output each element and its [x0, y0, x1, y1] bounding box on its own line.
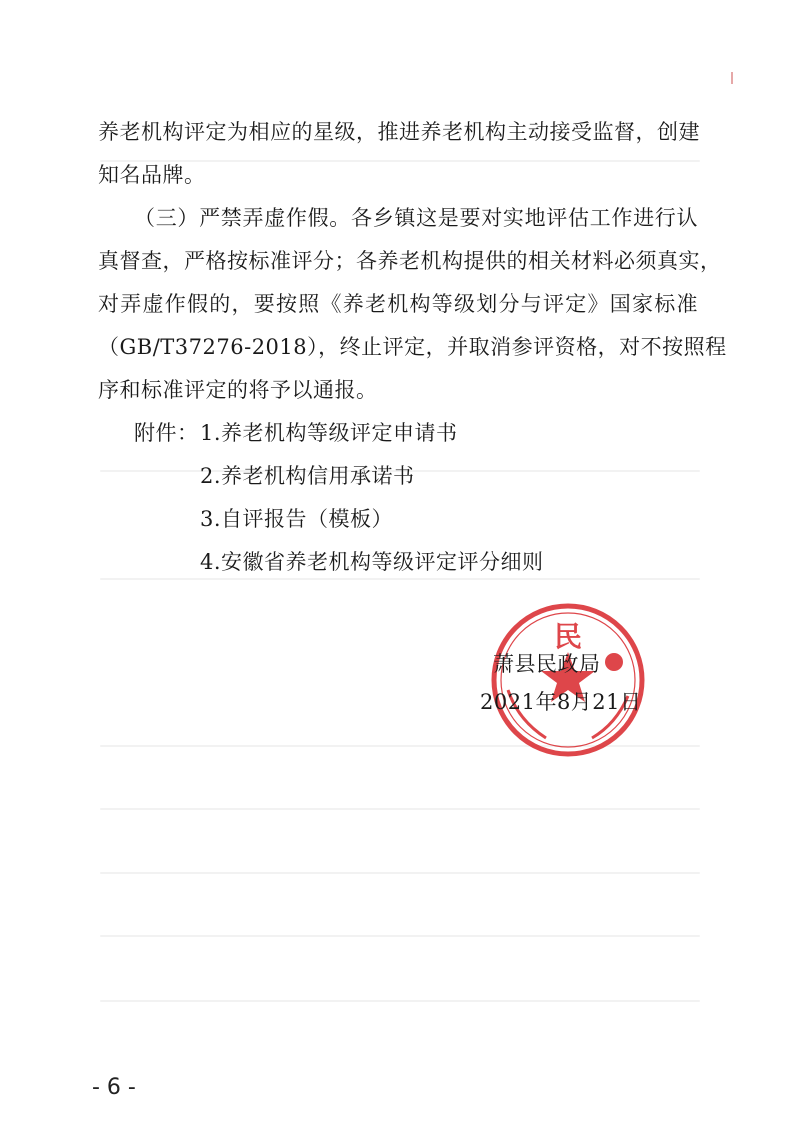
body-line: 养老机构评定为相应的星级，推进养老机构主动接受监督，创建: [98, 120, 700, 144]
body-line: 真督查，严格按标准评分；各养老机构提供的相关材料必须真实，: [98, 249, 722, 273]
issuing-organization: 萧县民政局: [493, 652, 601, 676]
issue-date: 2021年8月21日: [480, 690, 642, 714]
show-through-line: [100, 872, 700, 874]
seal-char: 民: [553, 620, 583, 653]
attachment-item: 1.养老机构等级评定申请书: [200, 421, 458, 445]
page-number: - 6 -: [92, 1075, 136, 1100]
edge-mark: [731, 72, 733, 84]
attachment-item: 4.安徽省养老机构等级评定评分细则: [200, 550, 544, 574]
attachment-item: 2.养老机构信用承诺书: [200, 464, 415, 488]
show-through-line: [100, 808, 700, 810]
show-through-line: [100, 935, 700, 937]
body-line: 对弄虚作假的，要按照《养老机构等级划分与评定》国家标准: [98, 292, 698, 316]
body-line: 序和标准评定的将予以通报。: [98, 378, 378, 402]
body-line: （GB/T37276-2018），终止评定，并取消参评资格，对不按照程: [98, 335, 727, 359]
show-through-line: [100, 578, 700, 580]
attachment-item: 3.自评报告（模板）: [200, 507, 394, 531]
official-seal-icon: [488, 600, 648, 760]
body-line: 知名品牌。: [98, 163, 206, 187]
attachments-label: 附件：: [134, 421, 199, 445]
body-line: （三）严禁弄虚作假。各乡镇这是要对实地评估工作进行认: [134, 206, 698, 230]
show-through-line: [100, 1000, 700, 1002]
